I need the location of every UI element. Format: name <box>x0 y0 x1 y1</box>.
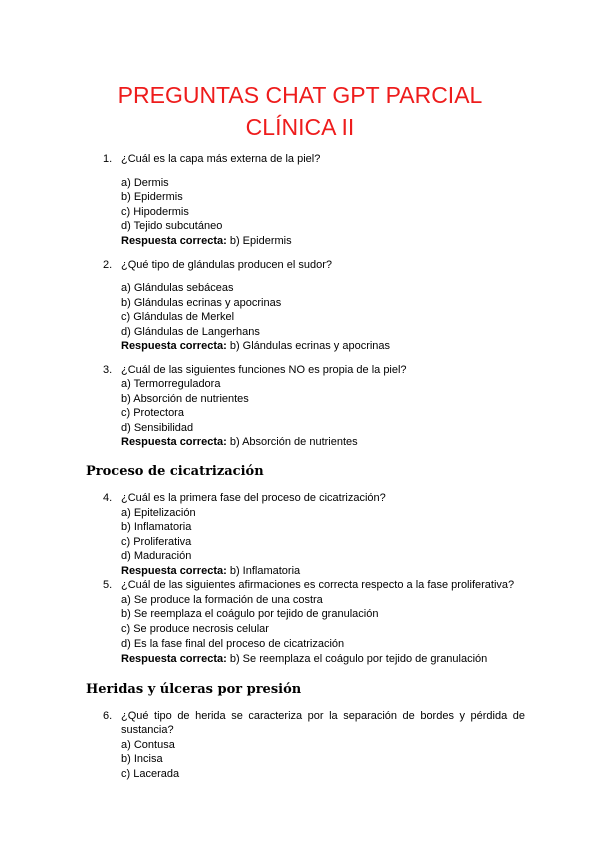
option-a: a) Termorreguladora <box>121 378 221 390</box>
answer-text: b) Epidermis <box>229 235 292 247</box>
question-text: ¿Qué tipo de glándulas producen el sudor? <box>121 259 332 271</box>
question-number: 4. <box>103 492 113 504</box>
answer-label: Respuesta correcta: <box>121 340 227 352</box>
section-heading-wounds: Heridas y úlceras por presión <box>86 682 302 697</box>
option-d: d) Glándulas de Langerhans <box>121 326 260 338</box>
option-c: c) Hipodermis <box>121 206 189 218</box>
option-a: a) Glándulas sebáceas <box>121 282 234 294</box>
document-title-line-2: CLÍNICA II <box>245 114 355 140</box>
option-b: b) Inflamatoria <box>121 521 192 533</box>
option-d: d) Es la fase final del proceso de cicatrización <box>121 638 345 650</box>
question-text: ¿Cuál es la capa más externa de la piel? <box>121 153 321 165</box>
option-b: b) Glándulas ecrinas y apocrinas <box>121 297 282 309</box>
question-text: ¿Qué tipo de herida se caracteriza por la separación de bordes y pérdida de sustancia? <box>121 710 525 736</box>
option-b: b) Incisa <box>121 753 163 765</box>
correct-answer <box>121 652 487 666</box>
question-number: 5. <box>103 579 113 591</box>
question-text: ¿Cuál de las siguientes funciones NO es propia de la piel? <box>121 364 407 376</box>
option-a: a) Se produce la formación de una costra <box>121 594 323 606</box>
question-number: 6. <box>103 710 113 722</box>
answer-text: b) Se reemplaza el coágulo por tejido de granulación <box>229 653 488 665</box>
option-d: d) Sensibilidad <box>121 422 194 434</box>
question-number: 2. <box>103 259 113 271</box>
option-c: c) Glándulas de Merkel <box>121 311 235 323</box>
option-b: b) Se reemplaza el coágulo por tejido de granulación <box>121 608 379 620</box>
answer-label: Respuesta correcta: <box>121 235 227 247</box>
question-number: 1. <box>103 153 113 165</box>
correct-answer <box>121 234 292 248</box>
option-a: a) Epitelización <box>121 507 196 519</box>
question-number: 3. <box>103 364 113 376</box>
option-b: b) Absorción de nutrientes <box>121 393 249 405</box>
option-c: c) Protectora <box>121 407 184 419</box>
answer-text: b) Inflamatoria <box>229 565 301 577</box>
answer-label: Respuesta correcta: <box>121 565 227 577</box>
answer-text: b) Absorción de nutrientes <box>229 436 358 448</box>
option-c: c) Lacerada <box>121 768 180 780</box>
option-b: b) Epidermis <box>121 191 183 203</box>
answer-label: Respuesta correcta: <box>121 436 227 448</box>
option-c: c) Se produce necrosis celular <box>121 623 269 635</box>
question-text: ¿Cuál es la primera fase del proceso de cicatrización? <box>121 492 386 504</box>
correct-answer <box>121 435 358 449</box>
question-text: ¿Cuál de las siguientes afirmaciones es correcta respecto a la fase proliferativa? <box>121 579 515 591</box>
answer-label: Respuesta correcta: <box>121 653 227 665</box>
section-heading-healing: Proceso de cicatrización <box>86 464 264 479</box>
correct-answer <box>121 564 300 578</box>
document-title-line-1: PREGUNTAS CHAT GPT PARCIAL <box>117 82 483 108</box>
option-a: a) Dermis <box>121 177 169 189</box>
answer-text: b) Glándulas ecrinas y apocrinas <box>229 340 391 352</box>
option-a: a) Contusa <box>121 739 175 751</box>
option-d: d) Tejido subcutáneo <box>121 220 223 232</box>
option-d: d) Maduración <box>121 550 192 562</box>
correct-answer <box>121 339 390 353</box>
option-c: c) Proliferativa <box>121 536 192 548</box>
